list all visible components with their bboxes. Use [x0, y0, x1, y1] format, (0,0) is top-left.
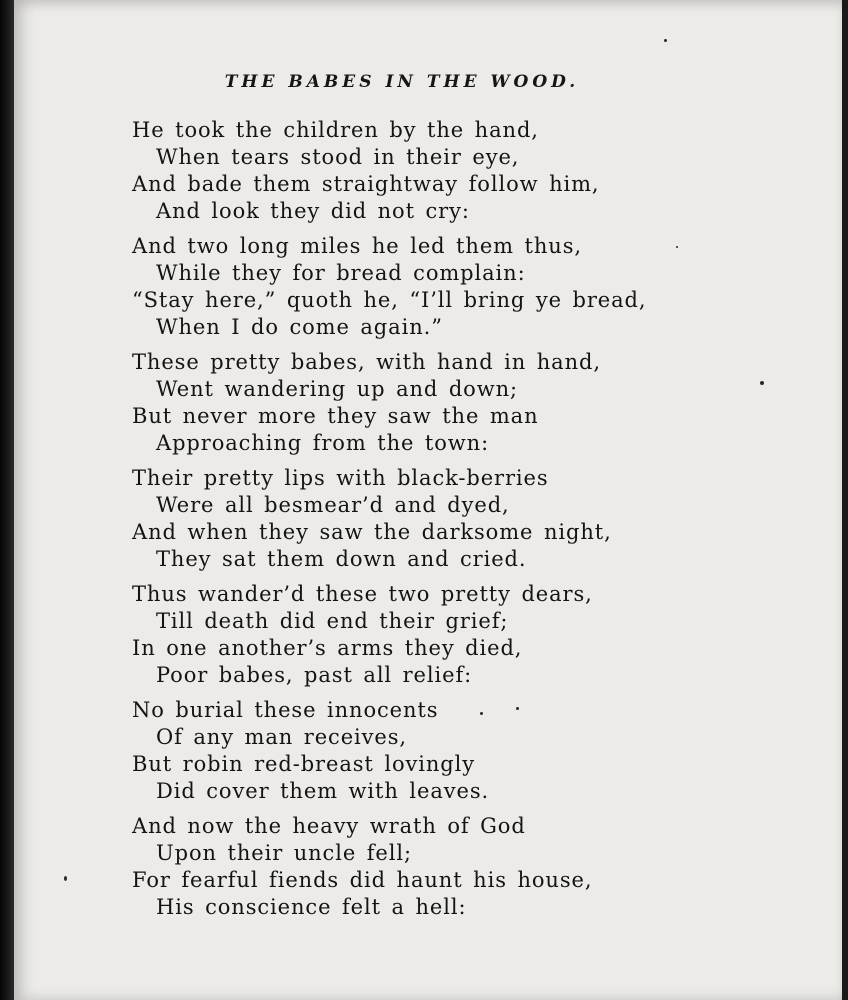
- poem-line: Poor babes, past all relief:: [156, 663, 473, 687]
- poem-line: He took the children by the hand,: [132, 118, 539, 142]
- poem-line: “Stay here,” quoth he, “I’ll bring ye bread,: [132, 288, 647, 312]
- print-speck: [64, 876, 67, 881]
- poem-line: His conscience felt a hell:: [156, 895, 467, 919]
- page-title: THE BABES IN THE WOOD.: [224, 72, 580, 92]
- poem-line: But never more they saw the man: [132, 404, 539, 428]
- print-speck: [480, 712, 483, 715]
- stanza-3: [132, 349, 772, 457]
- poem-line: No burial these innocents: [132, 698, 439, 722]
- stanza-1: [132, 117, 772, 225]
- poem-line: When I do come again.”: [156, 315, 443, 339]
- print-speck: [676, 246, 678, 248]
- poem-line: Went wandering up and down;: [156, 377, 518, 401]
- poem-line: Their pretty lips with black-berries: [132, 466, 549, 490]
- print-speck: [760, 381, 764, 385]
- poem-line: These pretty babes, with hand in hand,: [132, 350, 601, 374]
- print-speck: [664, 39, 667, 42]
- poem-line: Were all besmear’d and dyed,: [156, 493, 510, 517]
- book-page: [14, 0, 842, 1000]
- poem-line: Till death did end their grief;: [156, 609, 509, 633]
- poem-line: For fearful fiends did haunt his house,: [132, 868, 593, 892]
- poem-line: And bade them straightway follow him,: [132, 172, 600, 196]
- poem-line: And two long miles he led them thus,: [132, 234, 582, 258]
- poem-line: Of any man receives,: [156, 725, 407, 749]
- poem-line: Approaching from the town:: [156, 431, 490, 455]
- poem-line: While they for bread complain:: [156, 261, 526, 285]
- poem-line: Thus wander’d these two pretty dears,: [132, 582, 593, 606]
- poem-line: But robin red-breast lovingly: [132, 752, 476, 776]
- poem-line: In one another’s arms they died,: [132, 636, 523, 660]
- page-edge-shadow: [0, 0, 14, 1000]
- stanza-6: [132, 697, 772, 805]
- poem-line: When tears stood in their eye,: [156, 145, 520, 169]
- poem: [132, 117, 772, 929]
- poem-line: Did cover them with leaves.: [156, 779, 490, 803]
- stanza-5: [132, 581, 772, 689]
- print-speck: [516, 707, 519, 710]
- poem-line: And when they saw the darksome night,: [132, 520, 612, 544]
- poem-line: And now the heavy wrath of God: [132, 814, 526, 838]
- poem-line: Upon their uncle fell;: [156, 841, 412, 865]
- stanza-7: [132, 813, 772, 921]
- poem-line: And look they did not cry:: [156, 199, 470, 223]
- poem-line: They sat them down and cried.: [156, 547, 527, 571]
- stanza-4: [132, 465, 772, 573]
- stanza-2: [132, 233, 772, 341]
